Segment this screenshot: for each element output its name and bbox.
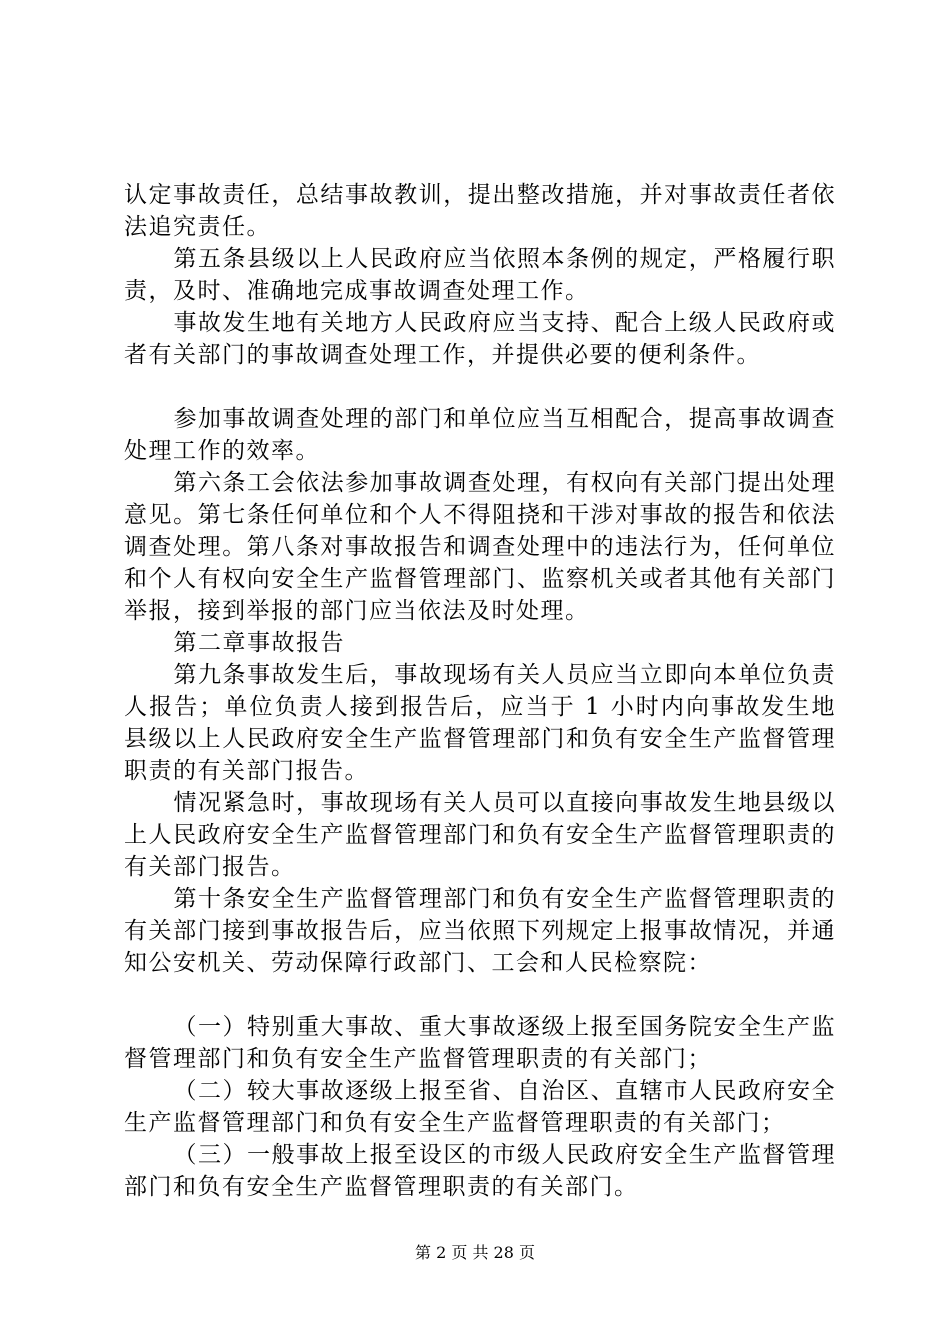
document-body: [124, 179, 836, 1203]
paragraph-cooperation: 参加事故调查处理的部门和单位应当互相配合，提高事故调查处理工作的效率。: [124, 406, 836, 464]
page-number-footer: 第 2 页 共 28 页: [415, 1243, 535, 1262]
paragraph-emergency-report: 情况紧急时，事故现场有关人员可以直接向事故发生地县级以上人民政府安全生产监督管理部门和负有安全生产监督管理职责的有关部门报告。: [124, 790, 836, 880]
list-item-2: （二）较大事故逐级上报至省、自治区、直辖市人民政府安全生产监督管理部门和负有安全生产监督管理职责的有关部门；: [124, 1078, 836, 1136]
paragraph-spacer: [124, 979, 836, 1011]
paragraph-articles-6-8: 第六条工会依法参加事故调查处理，有权向有关部门提出处理意见。第七条任何单位和个人不得阻挠和干涉对事故的报告和依法调查处理。第八条对事故报告和调查处理中的违法行为，任何单位和个人有权向安全生产监督管理部门、监察机关或者其他有关部门举报，接到举报的部门应当依法及时处理。: [124, 470, 836, 624]
list-item-1: （一）特别重大事故、重大事故逐级上报至国务院安全生产监督管理部门和负有安全生产监督管理职责的有关部门；: [124, 1014, 836, 1072]
paragraph-article-9: 第九条事故发生后，事故现场有关人员应当立即向本单位负责人报告；单位负责人接到报告后，应当于 1 小时内向事故发生地县级以上人民政府安全生产监督管理部门和负有安全生产监督管理职责的有关部门报告。: [124, 662, 836, 784]
paragraph-local-government-support: 事故发生地有关地方人民政府应当支持、配合上级人民政府或者有关部门的事故调查处理工作，并提供必要的便利条件。: [124, 310, 836, 368]
chapter-heading: 第二章事故报告: [173, 630, 345, 656]
paragraph-article-5: 第五条县级以上人民政府应当依照本条例的规定，严格履行职责，及时、准确地完成事故调查处理工作。: [124, 246, 836, 304]
list-item-3: （三）一般事故上报至设区的市级人民政府安全生产监督管理部门和负有安全生产监督管理职责的有关部门。: [124, 1142, 836, 1200]
paragraph-article-10: 第十条安全生产监督管理部门和负有安全生产监督管理职责的有关部门接到事故报告后，应当依照下列规定上报事故情况，并通知公安机关、劳动保障行政部门、工会和人民检察院：: [124, 886, 836, 976]
paragraph-continuation: 认定事故责任，总结事故教训，提出整改措施，并对事故责任者依法追究责任。: [124, 182, 836, 240]
paragraph-spacer: [124, 371, 836, 403]
